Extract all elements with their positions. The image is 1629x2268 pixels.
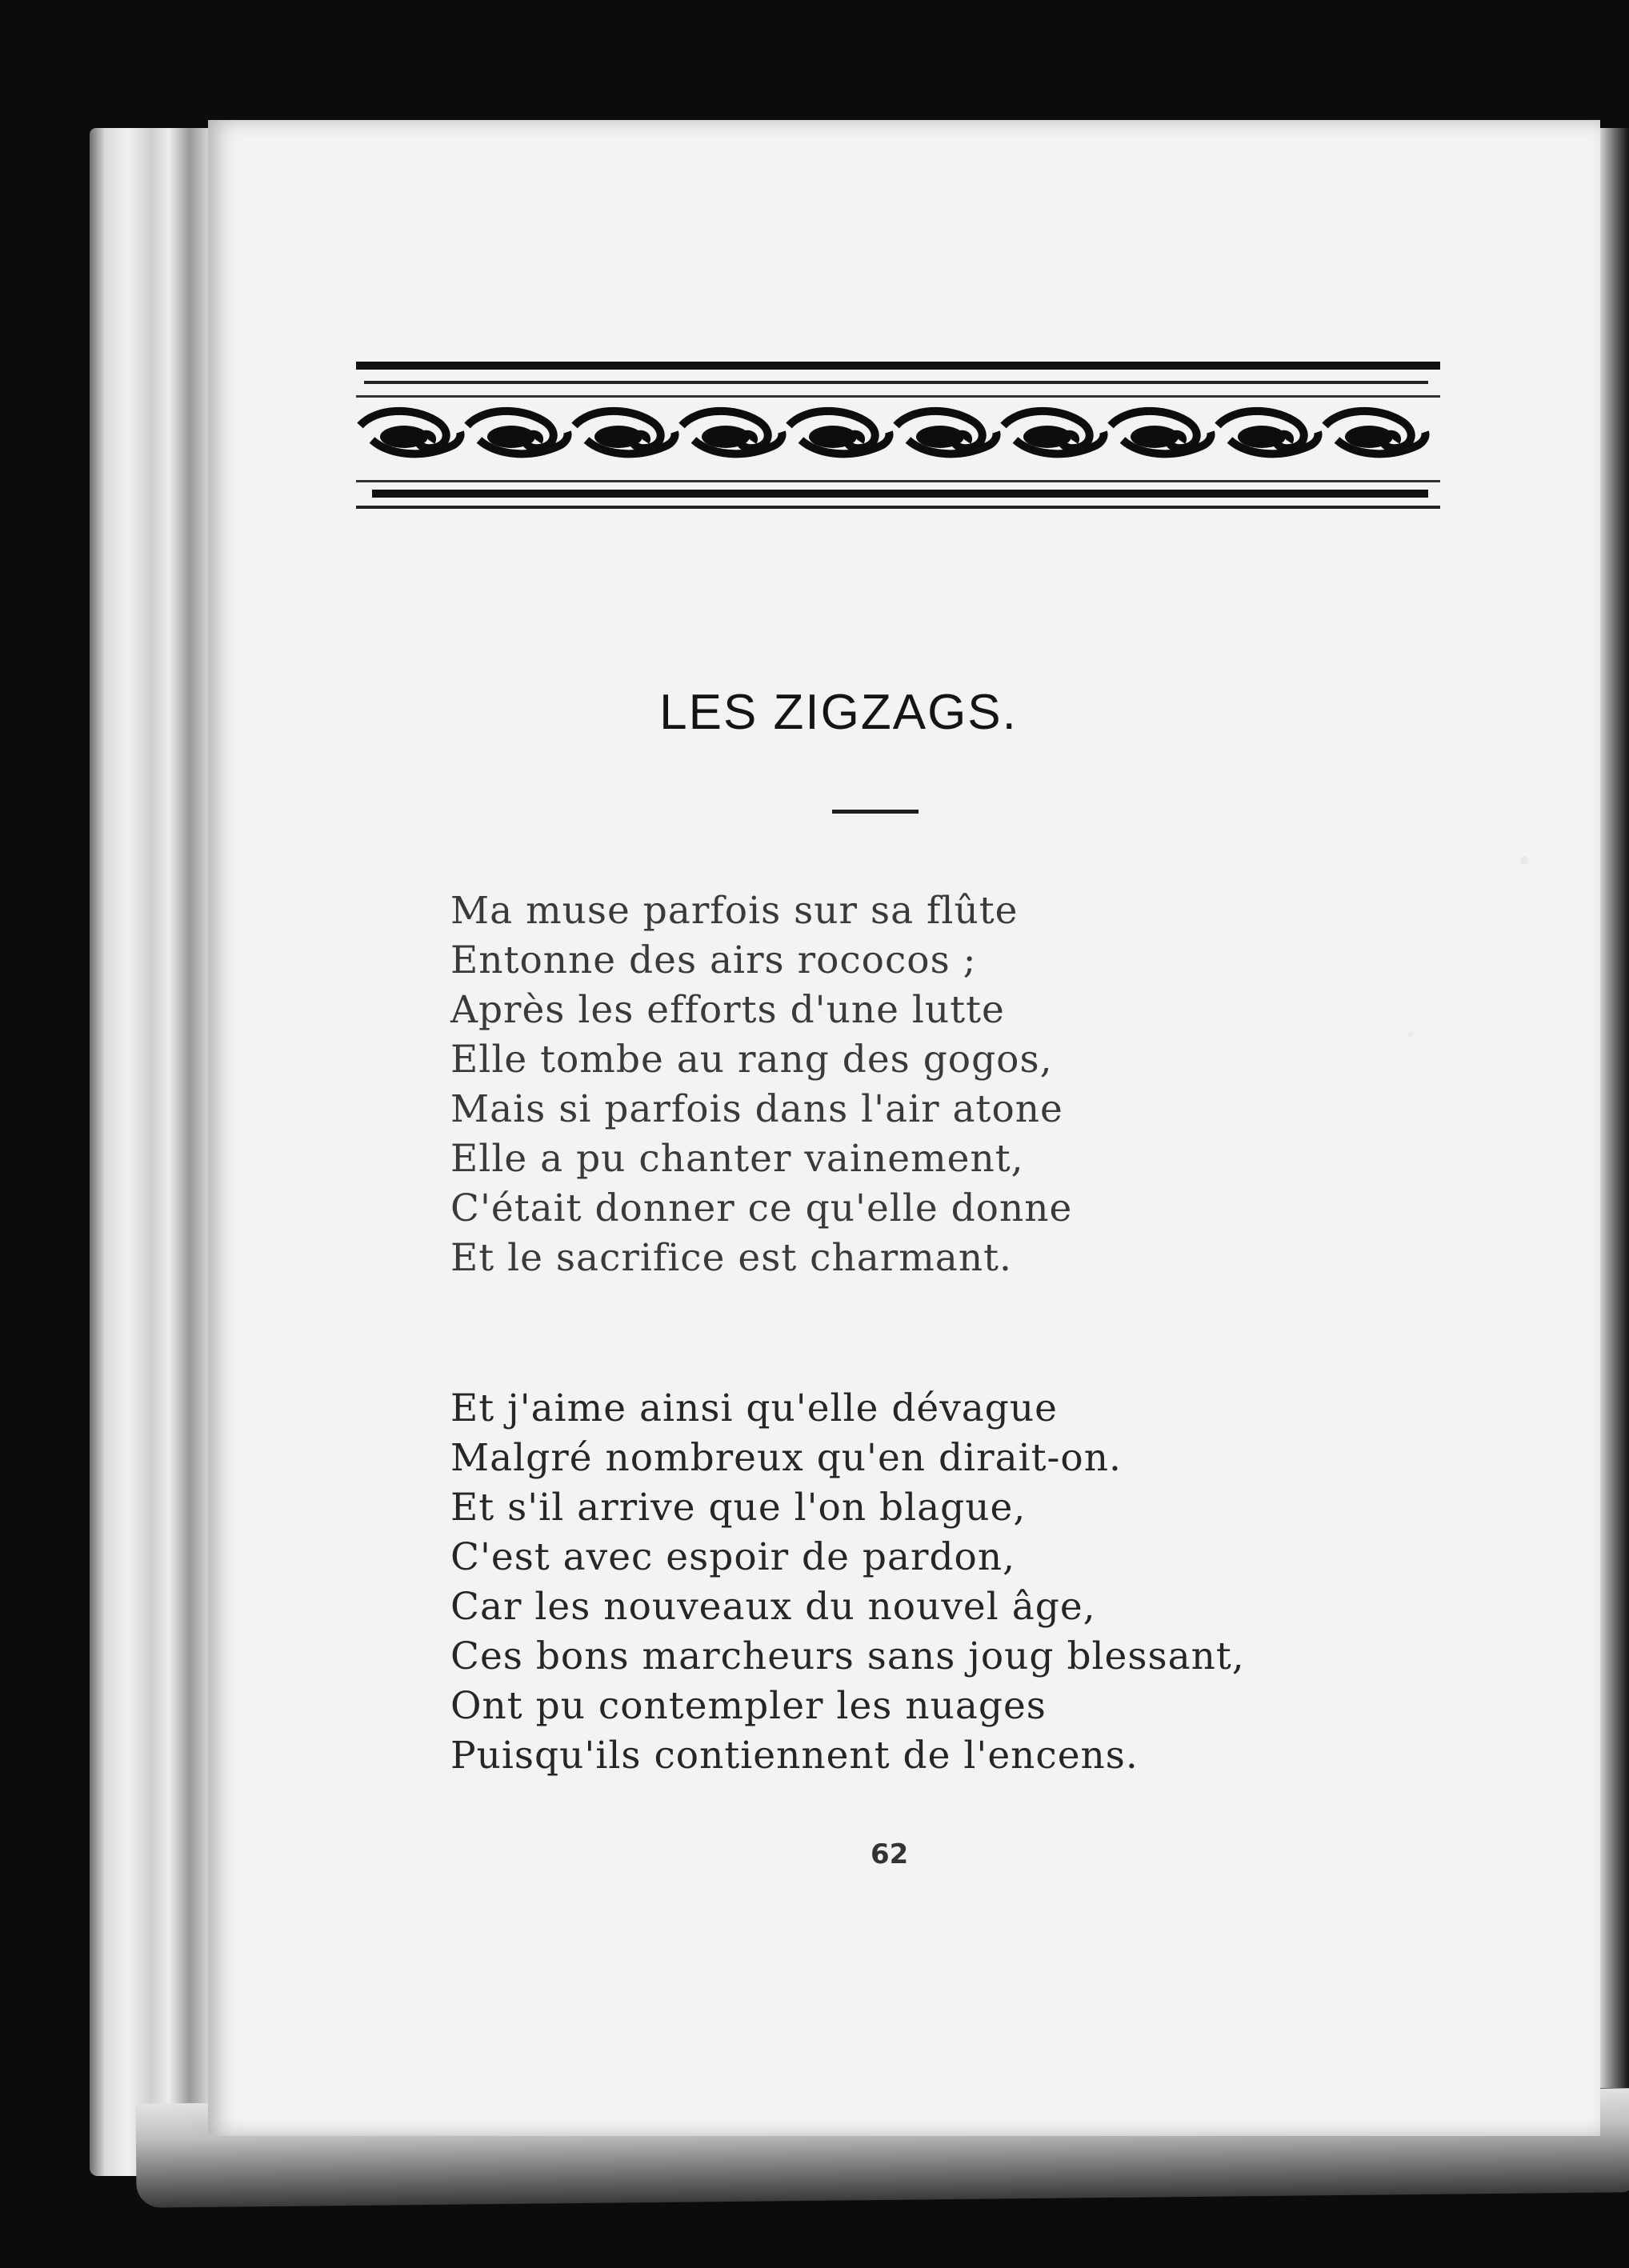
poem-line: Elle tombe au rang des gogos, [450,1038,1053,1082]
vine-motif [789,411,890,454]
ornament-top-rule-thin [364,381,1428,384]
vine-motif [574,411,675,454]
poem-line: Car les nouveaux du nouvel âge, [450,1585,1096,1629]
poem-line: Et s'il arrive que l'on blague, [450,1486,1027,1530]
vine-motif [1325,411,1426,454]
vine-motif [1218,411,1319,454]
poem-line: Entonne des airs rococos ; [450,938,977,982]
poem-line: Après les efforts d'une lutte [450,988,1005,1032]
ornament-vine-frieze [360,411,1426,454]
vine-motif [360,411,461,454]
poem-line: Ont pu contempler les nuages [450,1684,1047,1728]
poem-stanza [450,886,1072,1283]
page-edges [90,128,218,2176]
poem-line: Puisqu'ils contiennent de l'encens. [450,1734,1139,1778]
ornament-bottom-rule-thin [356,506,1440,509]
poem-line: Ces bons marcheurs sans joug blessant, [450,1634,1245,1678]
vine-motif [1003,411,1104,454]
poem-line: Ma muse parfois sur sa flûte [450,889,1019,933]
poem-stanza [450,1384,1245,1781]
poem-line: C'est avec espoir de pardon, [450,1535,1016,1579]
facing-page-edge [1597,128,1629,2088]
paper-speck [1408,1032,1413,1037]
vine-motif [682,411,782,454]
title-underline-rule [832,810,919,814]
ornament-top-rule-thick [356,362,1440,370]
poem-line: Malgré nombreux qu'en dirait-on. [450,1436,1122,1480]
poem-line: Elle a pu chanter vainement, [450,1137,1024,1181]
paper-speck [1520,856,1528,864]
vine-motif [1111,411,1211,454]
poem-title: LES ZIGZAGS. [659,685,1018,740]
page-number: 62 [871,1838,909,1870]
poem-line: Mais si parfois dans l'air atone [450,1087,1063,1131]
poem-line: C'était donner ce qu'elle donne [450,1186,1073,1230]
poem-line: Et j'aime ainsi qu'elle dévague [450,1386,1058,1430]
ornamental-header-band [356,360,1440,512]
vine-motif [467,411,568,454]
ornament-bottom-rule-thick [372,490,1428,498]
ornament-top-rule-hair [356,395,1440,398]
vine-motif [896,411,997,454]
poem-line: Et le sacrifice est charmant. [450,1236,1012,1280]
ornament-bottom-rule-hair [356,480,1440,482]
